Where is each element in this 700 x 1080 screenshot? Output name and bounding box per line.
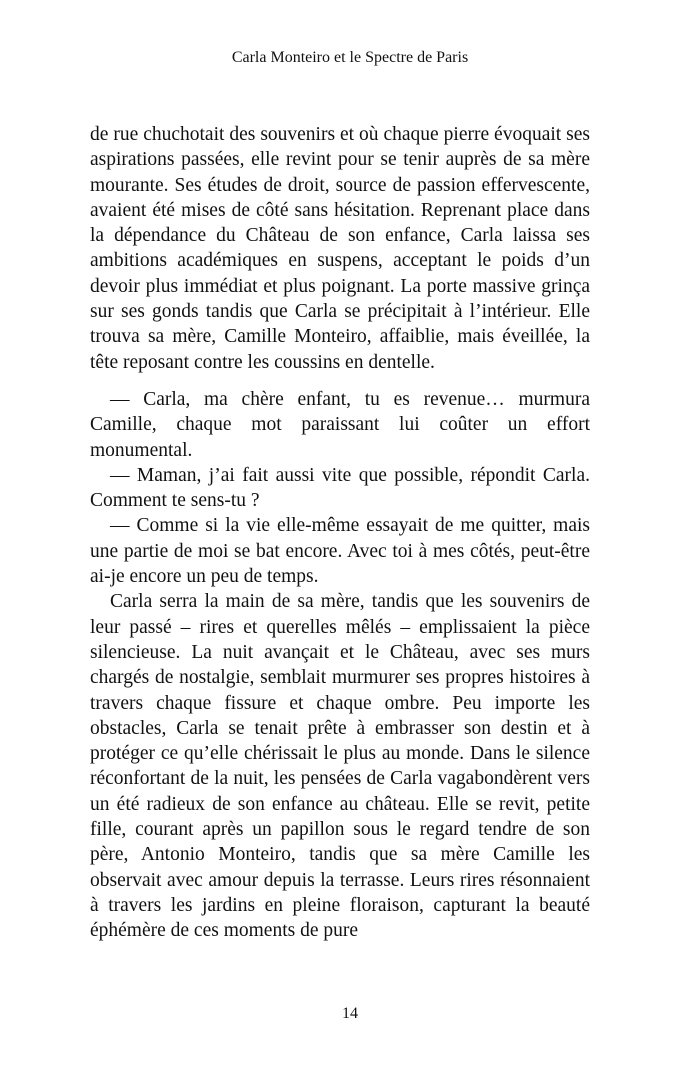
dialogue-line-carla: — Maman, j’ai fait aussi vite que possible, répondit Carla. Comment te sens-tu ? <box>90 464 590 512</box>
body-text <box>90 122 590 944</box>
running-header: Carla Monteiro et le Spectre de Paris <box>231 49 469 66</box>
paragraph-continuation: de rue chuchotait des souvenirs et où chaque pierre évoquait ses aspirations passées, elle revint pour se tenir auprès de sa mère mourante. Ses études de droit, source de passion effervescente, avaient été mises de côté sans hésitation. Reprenant place dans la dépendance du Château de son enfance, Carla laissa ses ambitions académiques en suspens, acceptant le poids d’un devoir plus immédiat et plus poignant. La porte massive grinça sur ses gonds tandis que Carla se précipitait à l’intérieur. Elle trouva sa mère, Camille Monteiro, affaiblie, mais éveillée, la tête reposant contre les coussins en dentelle. <box>90 124 590 373</box>
dialogue-line-camille: — Carla, ma chère enfant, tu es revenue… murmura Camille, chaque mot paraissant lui coûter un effort monumental. <box>90 388 590 461</box>
page-number: 14 <box>342 1005 358 1022</box>
dialogue-line-camille-reply: — Comme si la vie elle-même essayait de me quitter, mais une partie de moi se bat encore. Avec toi à mes côtés, peut-être ai-je encore un peu de temps. <box>90 515 590 588</box>
paragraph-narrative: Carla serra la main de sa mère, tandis que les souvenirs de leur passé – rires et querelles mêlés – emplissaient la pièce silencieuse. La nuit avançait et le Château, avec ses murs chargés de nostalgie, semblait murmurer ses propres histoires à travers chaque fissure et chaque ombre. Peu importe les obstacles, Carla se tenait prête à embrasser son destin et à protéger ce qu’elle chérissait le plus au monde. Dans le silence réconfortant de la nuit, les pensées de Carla vagabondèrent vers un été radieux de son enfance au château. Elle se revit, petite fille, courant après un papillon sous le regard tendre de son père, Antonio Monteiro, tandis que sa mère Camille les observait avec amour depuis la terrasse. Leurs rires résonnaient à travers les jardins en pleine floraison, capturant la beauté éphémère de ces moments de pure <box>90 591 590 942</box>
